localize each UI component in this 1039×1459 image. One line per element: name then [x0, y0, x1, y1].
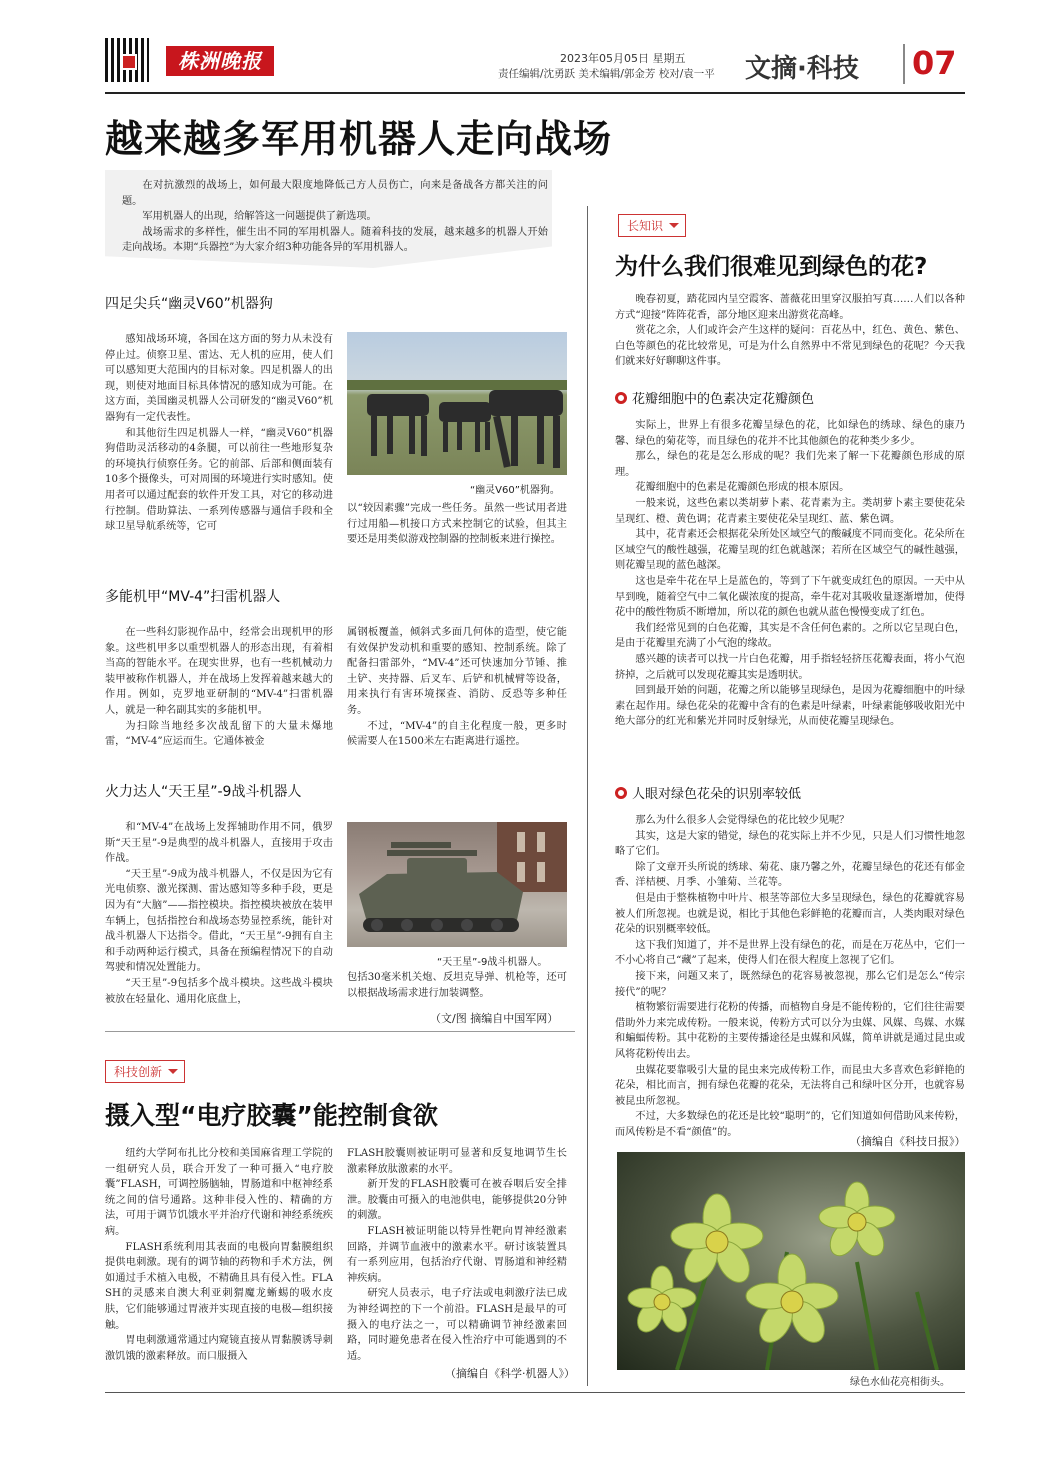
- robot3-caption: “天王星”-9战斗机器人。: [437, 957, 548, 968]
- page-bottom-rule: [105, 1392, 965, 1393]
- robot3-left-text: [105, 820, 333, 1007]
- robot1-left-text: [105, 332, 333, 535]
- body-paragraph: FLASH胶囊则被证明可显著和反复地调节生长激素释放肽激素的水平。: [347, 1148, 567, 1175]
- tech-tag: 科技创新: [105, 1060, 185, 1083]
- body-paragraph: 研究人员表示，电子疗法或电刺激疗法已成为神经调控的下一个前沿。FLASH是最早的可摄入的电疗法之一，可以精确调节神经激素回路，同时避免患者在侵入性治疗中可能遇到的不适。: [347, 1288, 567, 1362]
- robot-dog-illustration: [347, 332, 567, 475]
- header-rule: [105, 92, 965, 94]
- narcissus-illustration: [617, 1152, 965, 1370]
- intro-text: [122, 178, 548, 256]
- body-paragraph: 以“较因素骤”完成一些任务。虽然一些试用者进行过用船—机接口方式来控制它的试验，但其主要还是用类似游戏控制器的控制板来进行操控。: [347, 503, 567, 546]
- issue-date: 2023年05月05日 星期五: [560, 52, 686, 65]
- robot2-right-text: [347, 625, 567, 750]
- sidebar-section1-heading: [615, 388, 814, 407]
- body-paragraph: 属钢板覆盖，倾斜式多面几何体的造型，使它能有效保护发动机和重要的感知、控制系统。除了配备扫雷部外，“MV-4”还可快速加分节锤、推土铲、夹持器、后叉车、后铲和机械臂等设备，用来执行有害环境探查、消防、反恐等多种任务。: [347, 627, 567, 716]
- section-name: 文摘·科技: [745, 54, 859, 84]
- body-paragraph: 实际上，世界上有很多花瓣呈绿色的花，比如绿色的绣球、绿色的康乃馨、绿色的菊花等，而且绿色的花并不比其他颜色的花种类少多少。: [615, 420, 965, 447]
- bottom-source: （摘编自《科学·机器人》）: [445, 1367, 575, 1380]
- section-rule: [105, 1031, 575, 1032]
- body-paragraph: 我们经常见到的白色花瓣，其实是不含任何色素的。之所以它呈现白色，是由于花瓣里充满了小气泡的缘故。: [615, 622, 965, 650]
- editors-line: 责任编辑/沈勇跃 美术编辑/郭金芳 校对/袁一平: [498, 68, 715, 80]
- section-divider: [903, 44, 905, 84]
- body-paragraph: 一般来说，这些色素以类胡萝卜素、花青素为主。类胡萝卜素主要使花朵呈现红、橙、黄色调；花青素主要使花朵呈现红、蓝、紫色调。: [615, 497, 965, 525]
- sidebar-intro: [615, 292, 965, 370]
- body-paragraph: 接下来，问题又来了，既然绿色的花容易被忽视，那么它们是怎么“传宗接代”的呢？: [615, 970, 965, 998]
- intro-paragraph: 战场需求的多样性，催生出不同的军用机器人。随着科技的发展，越来越多的机器人开始走向战场。本期“兵器控”为大家介绍3种功能各异的军用机器人。: [122, 226, 548, 254]
- body-paragraph: 不过，大多数绿色的花还是比较“聪明”的，它们知道如何借助风来传粉，而风传粉是不看“颜值”的。: [615, 1111, 965, 1138]
- body-paragraph: 为扫除当地经多次战乱留下的大量未爆地雷，“MV-4”应运而生。它通体被金: [105, 720, 333, 748]
- column-divider: [587, 206, 588, 1386]
- body-paragraph: 这也是牵牛花在早上是蓝色的，等到了下午就变成红色的原因。一天中从早到晚，随着空气中二氧化碳浓度的提高，牵牛花对其吸收量逐渐增加，使得花中的酸性物质不断增加，所以花的颜色也就从蓝色慢慢变成了红色。: [615, 575, 965, 619]
- bottom-article-title: 摄入型“电疗胶囊”能控制食欲: [105, 1101, 438, 1130]
- section2-heading-text: 人眼对绿色花朵的识别率较低: [632, 787, 802, 802]
- sidebar-source: （摘编自《科技日报》）: [850, 1135, 966, 1148]
- body-paragraph: 虫媒花要靠吸引大量的昆虫来完成传粉工作，而昆虫大多喜欢色彩鲜艳的花朵，相比而言，拥有绿色花瓣的花朵，无法将自己和绿叶区分开，也就容易被昆虫所忽视。: [615, 1064, 965, 1107]
- sidebar-section2-text: [615, 813, 965, 1140]
- body-paragraph: 其实，这是大家的错觉，绿色的花实际上并不少见，只是人们习惯性地忽略了它们。: [615, 830, 965, 858]
- body-paragraph: 花瓣细胞中的色素是花瓣颜色形成的根本原因。: [635, 482, 850, 494]
- body-paragraph: 感兴趣的读者可以找一片白色花瓣，用手指轻轻挤压花瓣表面，将小气泡挤掉，之后就可以发现花瓣其实是透明状。: [615, 653, 965, 681]
- robot3-heading: 火力达人“天王星”-9战斗机器人: [105, 784, 302, 800]
- body-paragraph: 纽约大学阿布扎比分校和美国麻省理工学院的一组研究人员，联合开发了一种可摄入“电疗胶囊”FLASH，可调控肠脑轴，胃肠道和中枢神经系统之间的信号通路。这种非侵入性的、精确的方法，可用于调节饥饿水平并治疗代谢和神经系统疾病。: [105, 1148, 333, 1237]
- robot1-heading: 四足尖兵“幽灵V60”机器狗: [105, 296, 273, 312]
- intro-paragraph: 在对抗激烈的战场上，如何最大限度地降低己方人员伤亡，向来是备战各方都关注的问题。: [122, 180, 548, 207]
- body-paragraph: 这下我们知道了，并不是世界上没有绿色的花，而是在万花丛中，它们一不小心将自己“藏”了起来，使得人们在很大程度上忽视了它们。: [615, 939, 965, 967]
- sidebar-section2-heading: [615, 783, 801, 802]
- body-paragraph: “天王星”-9包括多个战斗模块。这些战斗模块被放在轻量化、通用化底盘上，: [105, 977, 333, 1005]
- bullet-icon: [615, 392, 627, 404]
- combat-robot-photo: [347, 822, 567, 947]
- bottom-right-text: [347, 1146, 567, 1364]
- sidebar-photo-caption: 绿色水仙花亮相街头。: [850, 1377, 950, 1388]
- body-paragraph: 不过，“MV-4”的自主化程度一般，更多时候需要人在1500米左右距离进行遥控。: [347, 720, 567, 748]
- bullet-icon: [615, 787, 627, 799]
- logo-text: 株洲晚报: [178, 49, 262, 73]
- body-paragraph: 在一些科幻影视作品中，经常会出现机甲的形象。这些机甲多以重型机器人的形态出现，有着相当高的智能水平。在现实世界，也有一些机械动力装甲被称作机器人，并在战场上发挥着越来越大的作用。例如，克罗地亚研制的“MV-4”扫雷机器人，就是一种名副其实的多能机甲。: [105, 627, 333, 716]
- body-paragraph: 赏花之余，人们或许会产生这样的疑问：百花丛中，红色、黄色、紫色、白色等颜色的花比较常见，可是为什么自然界中不常见到绿色的花呢？今天我们就来好好聊聊这件事。: [615, 325, 965, 368]
- body-paragraph: 那么为什么很多人会觉得绿色的花比较少见呢？: [635, 815, 850, 826]
- robot2-left-text: [105, 625, 333, 750]
- body-paragraph: 但是由于整株植物中叶片、根茎等部位大多呈现绿色，绿色的花瓣就容易被人们所忽视。也就是说，相比于其他色彩鲜艳的花瓣而言，人类肉眼对绿色花朵的识别概率较低。: [615, 892, 965, 936]
- knowledge-tag: 长知识: [618, 214, 686, 237]
- combat-robot-illustration: [347, 822, 567, 947]
- newspaper-logo: [166, 46, 274, 76]
- body-paragraph: 和其他衍生四足机器人一样，“幽灵V60”机器狗借助灵活移动的4条腿，可以前往一些地形复杂的环境执行侦察任务。它的前部、后部和侧面装有10多个摄像头，可对周围的环境进行实时感知。使用者可以通过配套的软件开发工具，对它的移动进行控制。借助算法、一系列传感器与通信手段和全球卫星导航系统等，它可: [105, 427, 333, 533]
- robot3-right-text: [347, 970, 567, 1001]
- robot-dog-photo: [347, 332, 567, 475]
- body-paragraph: 除了文章开头所说的绣球、菊花、康乃馨之外，花瓣呈绿色的花还有郁金香、洋桔梗、月季、小雏菊、兰花等。: [615, 861, 965, 889]
- robot2-heading: 多能机甲“MV-4”扫雷机器人: [105, 589, 281, 605]
- body-paragraph: 植物繁衍需要进行花粉的传播，而植物自身是不能传粉的，它们往往需要借助外力来完成传粉。一般来说，传粉方式可以分为虫媒、风媒、鸟媒、水媒和蝙蝠传粉。其中花粉的主要传播途径是虫媒和风媒，简单讲就是通过昆虫或风将花粉传出去。: [615, 1002, 965, 1060]
- bottom-left-text: [105, 1146, 333, 1364]
- body-paragraph: 和“MV-4”在战场上发挥辅助作用不同，俄罗斯“天王星”-9是典型的战斗机器人，直接用于攻击作战。: [105, 822, 333, 865]
- intro-paragraph: 军用机器人的出现，给解答这一问题提供了新选项。: [142, 211, 377, 223]
- sidebar-title: 为什么我们很难见到绿色的花?: [615, 254, 928, 280]
- body-paragraph: 那么，绿色的花是怎么形成的呢？我们先来了解一下花瓣颜色形成的原理。: [615, 451, 965, 478]
- green-narcissus-photo: [617, 1152, 965, 1370]
- sidebar-section1-text: [615, 418, 965, 730]
- body-paragraph: FLASH系统利用其表面的电极向胃黏膜组织提供电刺激。现有的调节轴的药物和手术方法，例如通过手术植入电极，不精确且具有侵入性。FLASH的灵感来自澳大利亚刺猬魔龙蜥蜴的吸水皮肤，它们能够通过胃液并实现直接的电极—组织接触。: [105, 1241, 333, 1331]
- robot1-caption: “幽灵V60”机器狗。: [470, 485, 560, 496]
- robot3-source: （文/图 摘编自中国军网）: [430, 1012, 559, 1025]
- body-paragraph: 晚春初夏，踏花园内呈空霞客、蔷薇花田里穿汉服拍写真……人们以各种方式“迎接”阵阵花香，部分地区迎来出游赏花高峰。: [615, 294, 965, 321]
- body-paragraph: 包括30毫米机关炮、反坦克导弹、机枪等，还可以根据战场需求进行加装调整。: [347, 972, 567, 999]
- qr-code: [105, 38, 149, 82]
- body-paragraph: 其中，花青素还会根据花朵所处区域空气的酸碱度不同而变化。花朵所在区域空气的酸性越强，花瓣呈现的红色就越深；若所在区域空气的碱性越强，则花瓣呈现的蓝色越深。: [615, 529, 965, 572]
- body-paragraph: FLASH被证明能以特异性靶向胃神经激素回路，并调节血液中的激素水平。研讨该装置具有一系列应用，包括治疗代谢、胃肠道和神经精神疾病。: [347, 1225, 567, 1284]
- page-number: 07: [912, 44, 957, 82]
- robot1-right-text: [347, 501, 567, 548]
- main-article-title: 越来越多军用机器人走向战场: [105, 117, 613, 161]
- body-paragraph: 新开发的FLASH胶囊可在被吞咽后安全排泄。胶囊由可摄入的电池供电，能够提供20分钟的刺激。: [347, 1179, 567, 1222]
- body-paragraph: 胃电刺激通常通过内窥镜直接从胃黏膜诱导刺激饥饿的激素释放。而口服摄入: [105, 1335, 333, 1362]
- body-paragraph: 感知战场环境，各国在这方面的努力从未没有停止过。侦察卫星、雷达、无人机的应用，使人们可以感知更大范围内的目标对象。四足机器人的出现，则使对地面目标具体情况的感知成为可能。在这方面，美国幽灵机器人公司研发的“幽灵V60”机器狗有一定代表性。: [105, 334, 333, 423]
- body-paragraph: 回到最开始的问题，花瓣之所以能够呈现绿色，是因为花瓣细胞中的叶绿素在起作用。绿色花朵的花瓣中含有的色素是叶绿素，叶绿素能够吸收阳光中绝大部分的红光和紫光并同时反射绿光，从而使花瓣呈现绿色。: [615, 685, 965, 728]
- body-paragraph: “天王星”-9成为战斗机器人，不仅是因为它有光电侦察、激光探测、雷达感知等多种手段，更是因为有“大脑”——指控模块。指控模块被放在装甲车辆上，包括指控台和战场态势显控系统，能针对战斗机器人下达指令。借此，“天王星”-9拥有自主和手动两种运行模式，具备在预编程情况下的自动驾驶和情况处置能力。: [105, 868, 333, 974]
- section1-heading-text: 花瓣细胞中的色素决定花瓣颜色: [632, 392, 815, 407]
